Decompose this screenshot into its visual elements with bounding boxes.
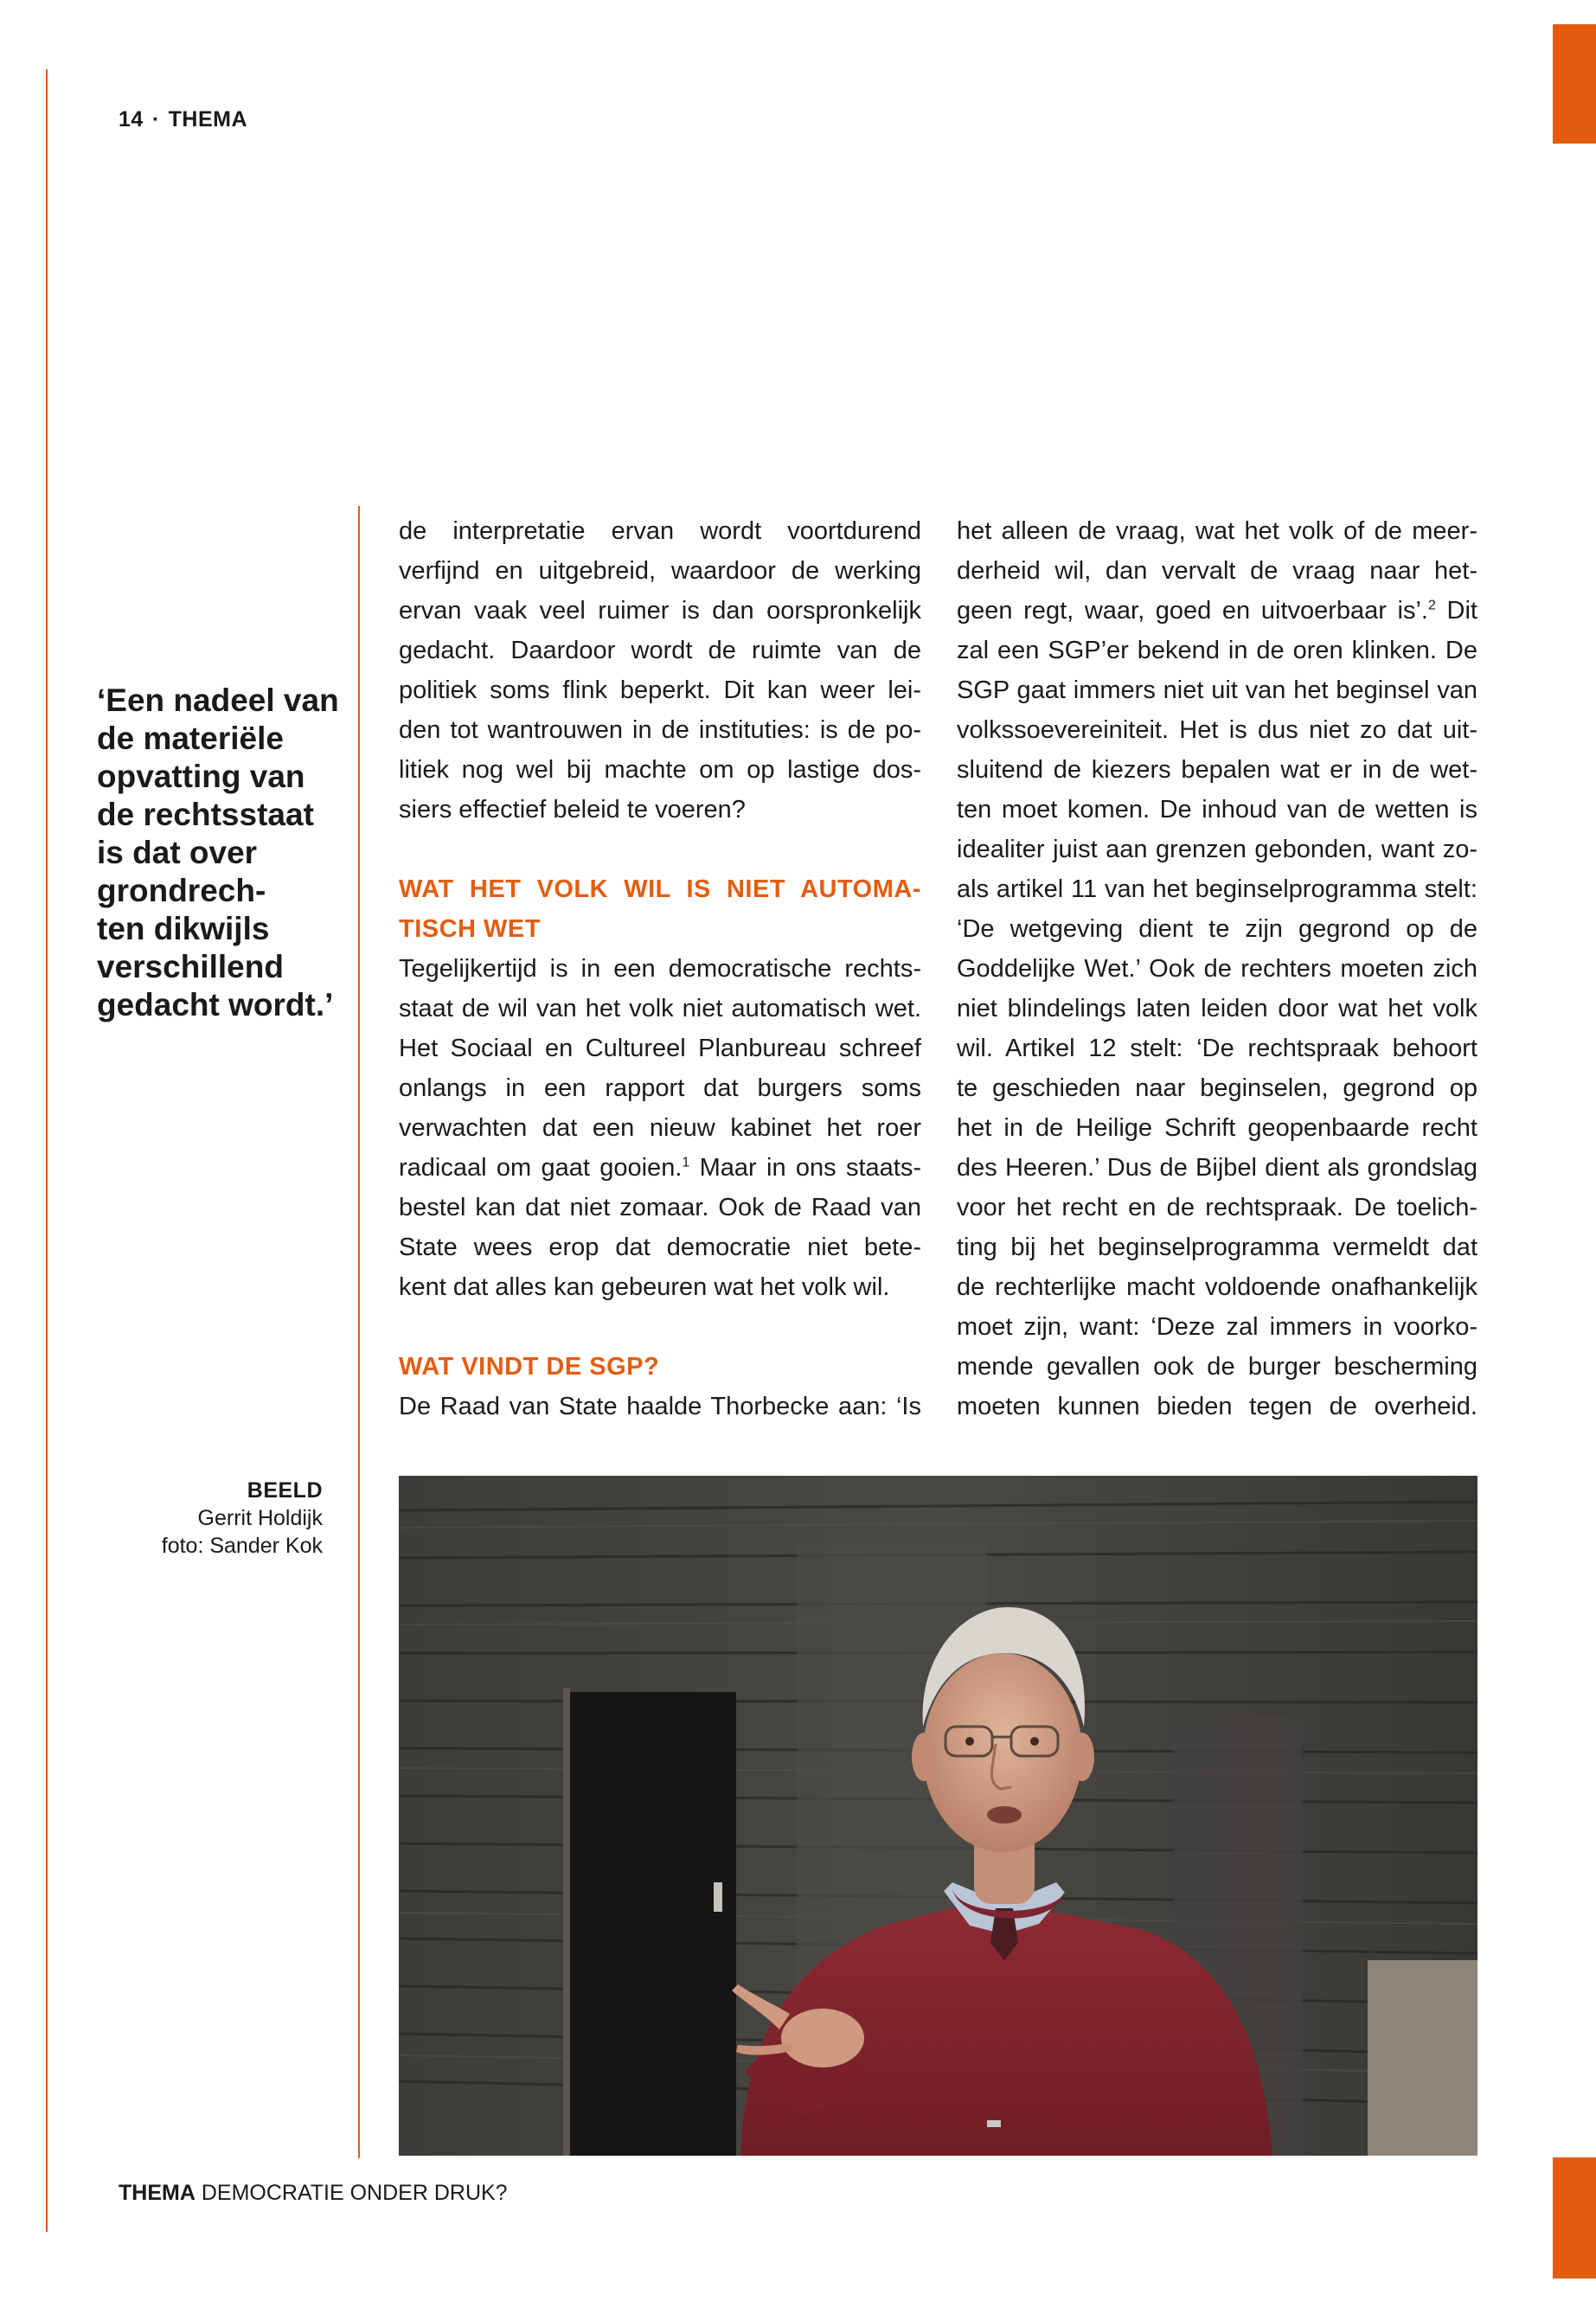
header-separator: ·: [151, 107, 160, 131]
text-line: politiek soms flink beperkt. Dit kan weer lei-: [399, 676, 921, 704]
text-line: de interpretatie ervan wordt voortdurend: [399, 517, 921, 545]
article-column-1: [399, 511, 921, 1426]
footnote-marker: 1: [682, 1155, 690, 1170]
paragraph-volk: [399, 949, 921, 1307]
page-edge-tab-top: [1553, 24, 1596, 144]
text-line: het in de Heilige Schrift geopenbaarde recht: [957, 1114, 1477, 1142]
running-header: [119, 107, 247, 132]
text-line: des Heeren.’ Dus de Bijbel dient als grondslag: [957, 1154, 1477, 1182]
pull-quote: [97, 682, 348, 1024]
subheading-line: WAT HET VOLK WIL IS NIET AUTOMA-: [399, 875, 921, 903]
section-label: THEMA: [168, 107, 248, 131]
text-line: te geschieden naar beginselen, gegrond op: [957, 1074, 1477, 1102]
footer-theme-title: DEMOCRATIE ONDER DRUK?: [201, 2181, 508, 2205]
text-line: litiek nog wel bij machte om op lastige dos-: [399, 756, 921, 784]
text-line: wil. Artikel 12 stelt: ‘De rechtspraak behoort: [957, 1035, 1477, 1062]
text-line: moet zijn, want: ‘Deze zal immers in voorko-: [957, 1313, 1477, 1341]
portrait-illustration: [399, 1476, 1477, 2156]
text-line: zal een SGP’er bekend in de oren klinken. De: [957, 637, 1477, 664]
text-line: gedacht. Daardoor wordt de ruimte van de: [399, 637, 921, 664]
text-line: derheid wil, dan vervalt de vraag naar het-: [957, 557, 1477, 585]
text-line: Het Sociaal en Cultureel Planbureau schreef: [399, 1035, 921, 1062]
text-line: idealiter juist aan grenzen gebonden, want zo-: [957, 836, 1477, 863]
text-line: niet blindelings laten leiden door wat het volk: [957, 995, 1477, 1022]
pull-quote-line: de rechtsstaat: [97, 797, 314, 832]
footer-theme-label: THEMA: [119, 2181, 195, 2205]
text-line: onlangs in een rapport dat burgers soms: [399, 1074, 921, 1102]
text-line: als artikel 11 van het beginselprogramma stelt:: [957, 875, 1477, 903]
text-line: voor het recht en de rechtspraak. De toelich-: [957, 1194, 1477, 1221]
paragraph-continued: [957, 511, 1477, 1426]
text-line: ting bij het beginselprogramma vermeldt dat: [957, 1234, 1477, 1261]
pull-quote-line: grondrech-: [97, 873, 266, 908]
subheading-sgp: WAT VINDT DE SGP?: [399, 1353, 660, 1381]
text-line: siers effectief beleid te voeren?: [399, 796, 746, 824]
text-line: het alleen de vraag, wat het volk of de meer-: [957, 517, 1477, 545]
page-number: 14: [119, 107, 144, 131]
text-line: kent dat alles kan gebeuren wat het volk wil.: [399, 1273, 890, 1301]
text-line: den tot wantrouwen in de instituties: is de po-: [399, 716, 921, 744]
pull-quote-line: de materiële: [97, 721, 284, 756]
subheading-line: TISCH WET: [399, 915, 541, 943]
text-line: ten moet komen. De inhoud van de wetten is: [957, 796, 1477, 824]
text-line: De Raad van State haalde Thorbecke aan: ‘Is: [399, 1393, 921, 1420]
paragraph-gap: [399, 830, 921, 869]
text-line: volkssoevereiniteit. Het is dus niet zo dat uit-: [957, 716, 1477, 744]
margin-rule: [46, 69, 48, 2232]
pull-quote-line: ‘Een nadeel van: [97, 683, 339, 718]
page-edge-tab-bottom: [1553, 2157, 1596, 2279]
text-line: State wees erop dat democratie niet bete-: [399, 1234, 921, 1261]
pull-quote-line: is dat over: [97, 835, 258, 870]
subheading-volk: [399, 869, 921, 949]
text-line: SGP gaat immers niet uit van het beginsel van: [957, 676, 1477, 704]
pull-quote-line: gedacht wordt.’: [97, 987, 334, 1022]
image-credit: [130, 1477, 323, 1560]
pull-quote-line: ten dikwijls: [97, 911, 270, 946]
text-line: verwachten dat een nieuw kabinet het roer: [399, 1114, 921, 1142]
credit-photographer: foto: Sander Kok: [161, 1534, 323, 1558]
pull-quote-rule: [358, 506, 360, 2158]
footnote-marker: 2: [1428, 598, 1436, 613]
paragraph-sgp: [399, 1387, 921, 1426]
text-fragment: Maar in ons staats-: [699, 1154, 921, 1182]
running-footer: [119, 2181, 508, 2206]
pull-quote-line: verschillend: [97, 949, 284, 984]
text-line: de rechterlijke macht voldoende onafhankelijk: [957, 1273, 1477, 1301]
pull-quote-line: opvatting van: [97, 759, 305, 794]
text-line: [399, 1148, 921, 1188]
text-line: mende gevallen ook de burger bescherming: [957, 1353, 1477, 1381]
text-line: staat de wil van het volk niet automatisch wet.: [399, 995, 921, 1022]
text-line: sluitend de kiezers bepalen wat er in de wet-: [957, 756, 1477, 784]
portrait-photo: [399, 1476, 1477, 2156]
text-line: ervan vaak veel ruimer is dan oorspronkelijk: [399, 597, 921, 625]
credit-subject: Gerrit Holdijk: [197, 1506, 323, 1530]
text-fragment: Dit: [1446, 597, 1477, 625]
text-line: Tegelijkertijd is in een democratische rechts-: [399, 955, 921, 983]
text-line: Goddelijke Wet.’ Ook de rechters moeten zich: [957, 955, 1477, 983]
text-line: moeten kunnen bieden tegen de overheid.: [957, 1393, 1477, 1420]
credit-title: BEELD: [247, 1478, 323, 1503]
text-line: ‘De wetgeving dient te zijn gegrond op de: [957, 915, 1477, 943]
paragraph-intro: [399, 511, 921, 830]
text-fragment: radicaal om gaat gooien.: [399, 1154, 683, 1182]
text-line: verfijnd en uitgebreid, waardoor de werking: [399, 557, 921, 585]
text-line: bestel kan dat niet zomaar. Ook de Raad van: [399, 1194, 921, 1221]
paragraph-gap: [399, 1307, 921, 1347]
text-line: [957, 591, 1477, 631]
article-column-2: [957, 511, 1477, 1426]
text-fragment: geen regt, waar, goed en uitvoerbaar is’.: [957, 597, 1428, 625]
